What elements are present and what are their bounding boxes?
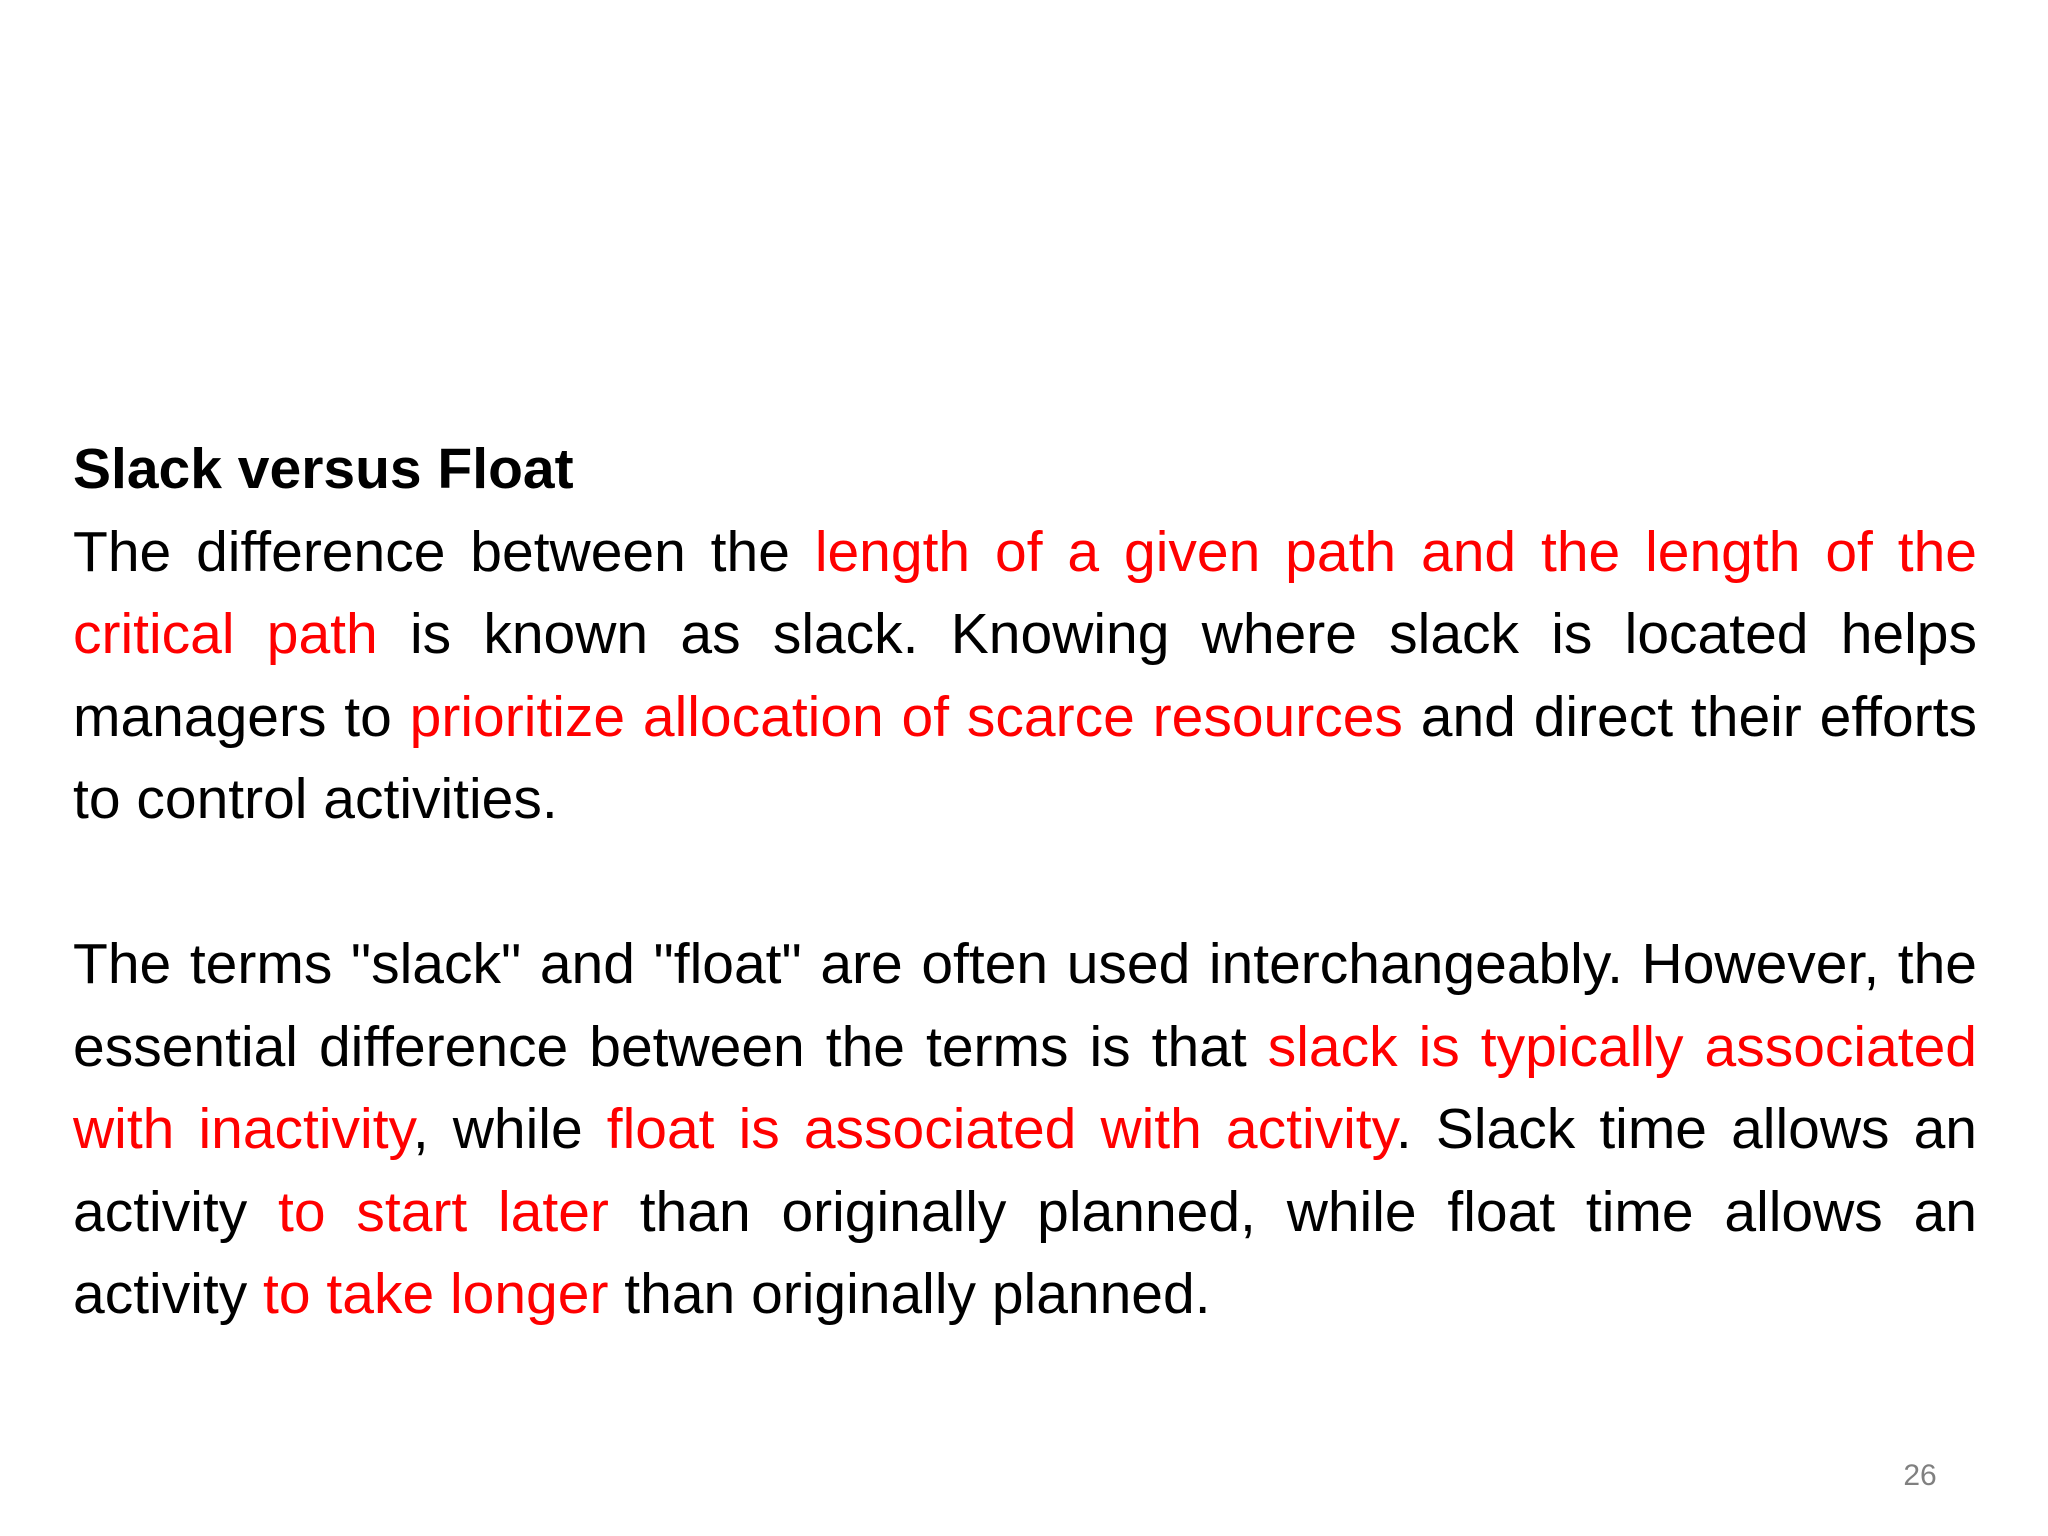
- text-run: is known as slack. Knowing where slack is located helps managers to: [73, 602, 1977, 749]
- text-run: The difference between the: [73, 519, 815, 584]
- highlighted-text-run: to take longer: [263, 1262, 609, 1326]
- text-run: The terms "slack" and "float" are often used interchangeably. However, the essential difference between the terms is that: [73, 932, 1977, 1079]
- paragraph-slack-vs-float: [73, 923, 1977, 1336]
- highlighted-text-run: prioritize allocation of scarce resources: [409, 684, 1403, 749]
- text-run: and direct their efforts to control activities.: [73, 684, 1977, 831]
- text-run: . Slack time allows an activity: [73, 1097, 1978, 1244]
- text-run: than originally planned, while float time allows an activity: [73, 1179, 1978, 1326]
- slide-body: [73, 428, 1977, 1336]
- slide-page-number: 26: [1903, 1459, 1937, 1492]
- paragraph-slack-definition: [73, 511, 1977, 841]
- text-run: than originally planned.: [608, 1262, 1211, 1326]
- text-run: , while: [412, 1097, 607, 1161]
- highlighted-text-run: slack is typically associated with inactivity: [73, 1014, 1977, 1161]
- paragraph-spacer: [73, 841, 1977, 924]
- highlighted-text-run: length of a given path and the length of the critical path: [73, 519, 1977, 666]
- slide-title: Slack versus Float: [73, 437, 574, 501]
- highlighted-text-run: float is associated with activity: [606, 1097, 1396, 1161]
- highlighted-text-run: to start later: [278, 1179, 609, 1244]
